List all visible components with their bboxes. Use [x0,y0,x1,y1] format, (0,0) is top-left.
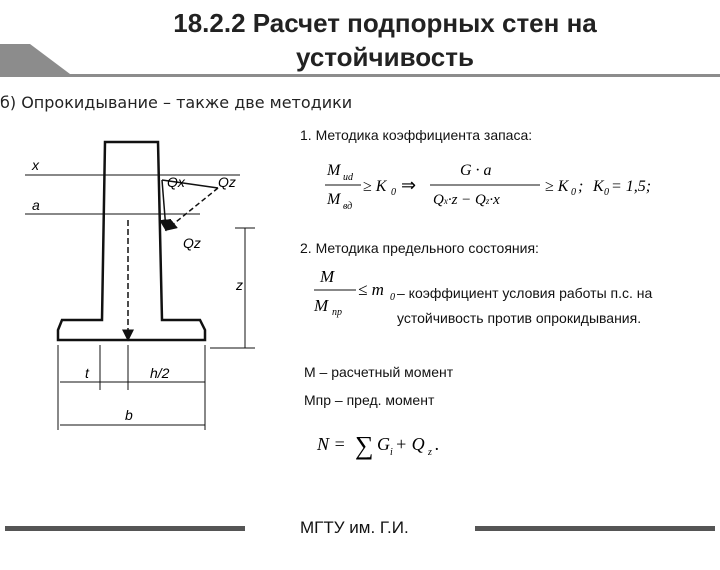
f1-num-m: M [327,162,341,179]
f1-num-sub: ud [343,172,353,183]
f3-dot: . [435,434,440,454]
footer-bar-right [475,526,715,531]
label-z: z [236,277,243,293]
label-t: t [85,365,89,381]
method-1-heading: 1. Методика коэффициента запаса: [300,127,533,143]
method-2-heading: 2. Методика предельного состояния: [300,240,539,256]
f2-leq: ≤ m [358,280,384,299]
f2-den-sub: пр [332,307,342,318]
f3-g-sub: i [390,447,393,458]
footer-text: МГТУ им. Г.И. [300,518,409,537]
f1-den2: Qx·z − Qz·x [433,192,500,208]
f3-sum: ∑ [355,431,374,460]
formula-normal-force [315,424,495,464]
coef-desc-line-1: – коэффициент условия работы п.с. на [397,285,653,301]
title-line-1: 18.2.2 Расчет подпорных стен на [173,8,597,38]
label-qx: Qx [167,174,185,190]
label-qz: Qz [183,235,201,251]
f1-k0-sub: 0 [604,187,609,198]
f2-den: M [314,296,329,315]
coef-desc-line-2: устойчивость против опрокидывания. [397,310,642,326]
f1-den-sub: вд [343,201,353,212]
formula-limit-state [310,265,410,325]
f2-m-sub: 0 [390,292,395,303]
f3-lhs: N = [317,434,346,454]
f1-k-value: = 1,5; [611,178,652,195]
f1-k-sub2: 0 [571,187,576,198]
subtitle: б) Опрокидывание – также две методики [0,93,353,112]
footer-bar-left [5,526,245,531]
label-b: b [125,407,133,423]
f1-k-sub: 0 [391,187,396,198]
f1-geq: ≥ K [363,178,387,195]
f1-semicolon: ; [578,178,584,195]
m-definition: М – расчетный момент [304,364,454,380]
mpr-definition: Мпр – пред. момент [304,392,435,408]
f3-g: G [377,434,390,454]
f2-num: M [320,267,335,286]
f1-k: K [593,178,604,195]
f3-q-sub: z [428,447,432,458]
f1-den-m: M [327,191,341,208]
retaining-wall-diagram [0,130,290,570]
label-qz-top: Qz [218,174,236,190]
f1-arrow: ⇒ [401,175,417,195]
title-underline [0,44,720,84]
label-a: a [32,197,40,213]
f1-geq2: ≥ K [545,178,569,195]
label-h2: h/2 [150,365,170,381]
formula-safety-factor [305,158,705,218]
title-line-2: устойчивость [296,42,474,72]
f3-plus-q: + Q [395,434,425,454]
label-x: x [32,157,39,173]
f1-num2: G · a [460,162,492,179]
